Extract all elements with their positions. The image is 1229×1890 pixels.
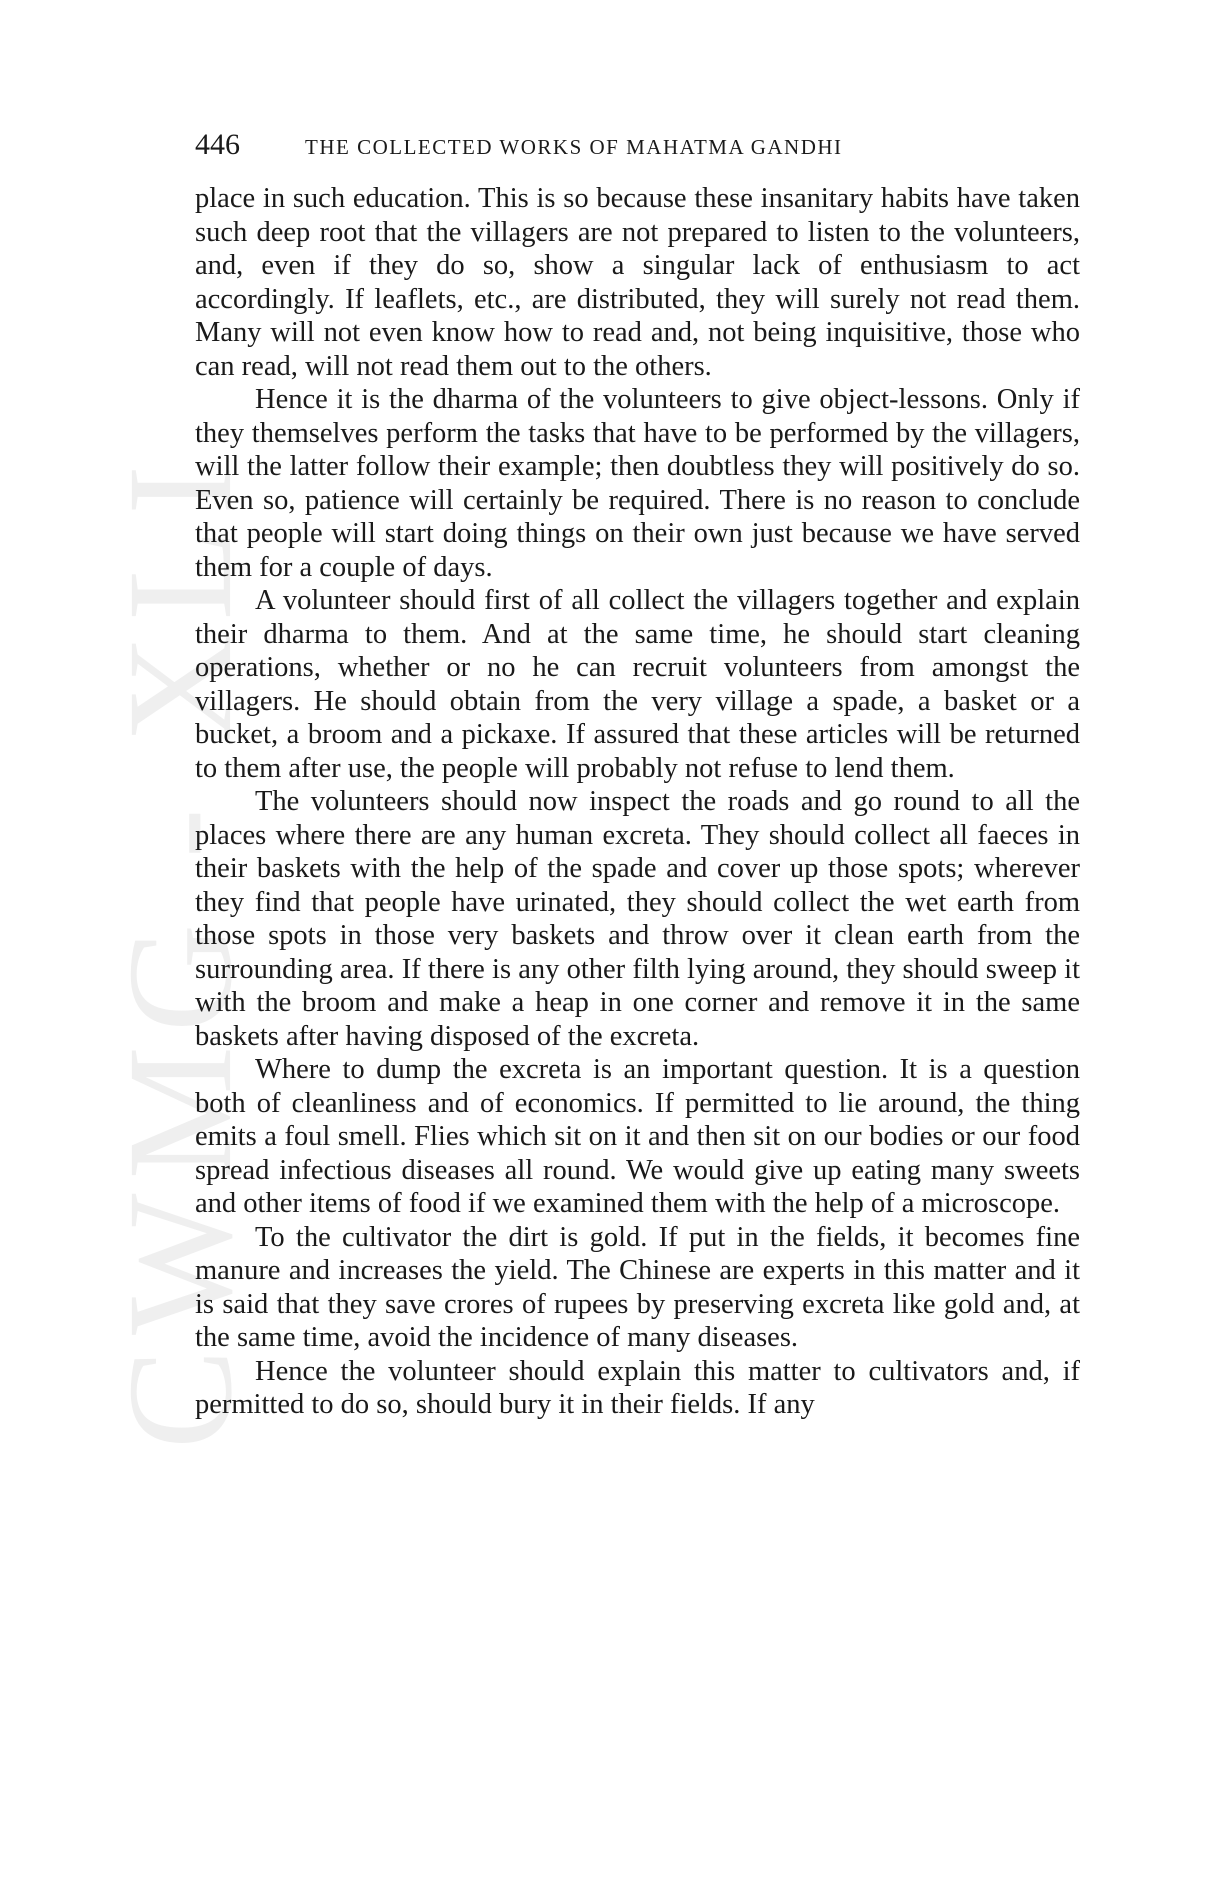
paragraph: Hence it is the dharma of the volunteers to give object-lessons. Only if they themselves perform the tasks that have to be performed by the villagers, will the latter follow their example; then doubtless they will positively do so. Even so, patience will certainly be required. There is no reason to conclude that people will start doing things on their own just because we have served them for a couple of days. <box>195 384 1080 583</box>
running-head: THE COLLECTED WORKS OF MAHATMA GANDHI <box>305 135 843 159</box>
page-number: 446 <box>195 128 240 161</box>
paragraph: A volunteer should first of all collect the villagers together and explain their dharma to them. And at the same time, he should start cleaning operations, whether or no he can recruit volunteers from amongst the villagers. He should obtain from the very village a spade, a basket or a bucket, a broom and a pickaxe. If assured that these articles will be returned to them after use, the people will probably not refuse to lend them. <box>195 585 1080 784</box>
page-body <box>195 182 1080 1422</box>
page-header <box>195 128 1080 162</box>
watermark-text: CWMG - XLI <box>97 450 263 1450</box>
paragraph: The volunteers should now inspect the roads and go round to all the places where there are any human excreta. They should collect all faeces in their baskets with the help of the spade and cover up those spots; wherever they find that people have urinated, they should collect the wet earth from those spots in those very baskets and throw over it clean earth from the surrounding area. If there is any other filth lying around, they should sweep it with the broom and make a heap in one corner and remove it in the same baskets after having disposed of the excreta. <box>195 786 1080 1052</box>
paragraph: place in such education. This is so because these insanitary habits have taken such deep root that the villagers are not prepared to listen to the volunteers, and, even if they do so, show a singular lack of enthusiasm to act accordingly. If leaflets, etc., are distributed, they will surely not read them. Many will not even know how to read and, not being inquisitive, those who can read, will not read them out to the others. <box>195 183 1080 382</box>
paragraph: To the cultivator the dirt is gold. If put in the fields, it becomes fine manure and increases the yield. The Chinese are experts in this matter and it is said that they save crores of rupees by preserving excreta like gold and, at the same time, avoid the incidence of many diseases. <box>195 1221 1080 1353</box>
paragraph: Hence the volunteer should explain this matter to cultivators and, if permitted to do so, should bury it in their fields. If any <box>195 1355 1080 1420</box>
paragraph: Where to dump the excreta is an important question. It is a question both of cleanliness and of economics. If permitted to lie around, the thing emits a foul smell. Flies which sit on it and then sit on our bodies or our food spread infectious diseases all round. We would give up eating many sweets and other items of food if we examined them with the help of a microscope. <box>195 1054 1080 1219</box>
